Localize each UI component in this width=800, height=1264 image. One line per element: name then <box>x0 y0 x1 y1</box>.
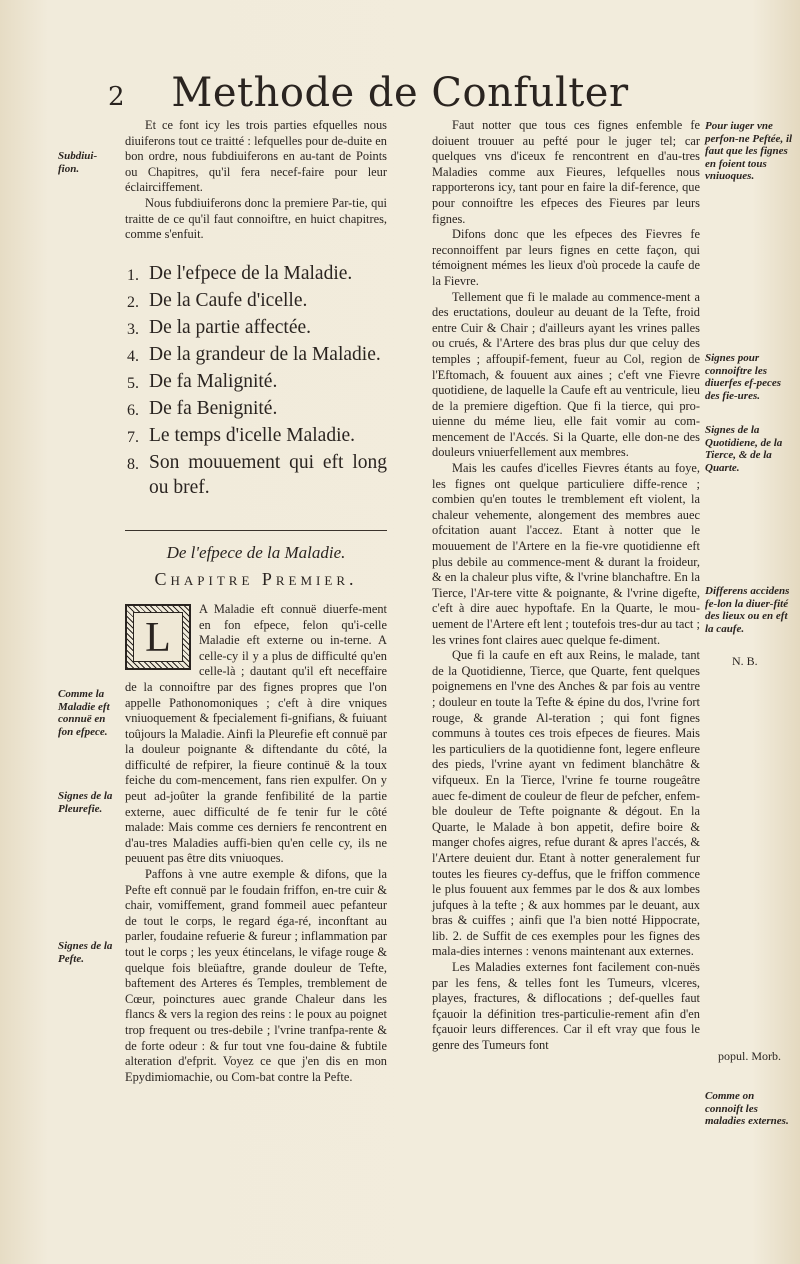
margin-note: Comme on connoift les maladies externes. <box>705 1090 789 1127</box>
body-paragraph: Tellement que fi le malade au commence-ment a des eructations, douleur au deuant de la Tefte, froid entre Cuir & Chair ; d'ailleurs ayant les vrines palles ou crués, & l'Artere des bras plus dur que celuy des temples ; affoupif-fement, fueur au Col, region de l'Eftomach, & fouuent aux aines ; c'eft vne Fievre quotidiene, de laquelle la Caufe eft au ventricule, lieu de la premiere digeftion. Que fi la tierce, qui pro-uienne du méme lieu, elle fait vomir au com-mencement de l'Accés. Si la Quarte, elle don-ne des douleurs vniuerfellement aux membres. <box>432 289 700 460</box>
chapter-list-item: 5. De fa Malignité. <box>127 370 278 392</box>
intro-paragraph: Et ce font icy les trois parties efquelles nous diuiferons tout ce traitté : lefquelles pour de-duite en bon ordre, nous fubdiuiferons en au-tant de Points ou Chapitres, qu'il fera necef-faire pour leur éclairciffement. <box>125 118 387 195</box>
left-column <box>125 118 387 1085</box>
running-title: Methode de Confulter <box>171 70 629 116</box>
chapter-list-item: 4. De la grandeur de la Maladie. <box>127 343 381 365</box>
body-paragraph: Faut notter que tous ces fignes enfemble fe doiuent trouuer au pefté pour le juger tel; car quelques vns d'iceux fe rencontrent en d'au-tres Maladies comme aux Fieures, lefquelles nous rapporterons icy, tant pour en faire la dif-ference, que pour connoiftre les efpeces des Fieures par leurs fignes. <box>432 118 700 226</box>
chapter-list-item: 6. De fa Benignité. <box>127 397 278 419</box>
margin-note: Comme la Maladie eft connuë en fon efpece. <box>58 688 110 738</box>
margin-note: Pour iuger vne perfon-ne Peftée, il faut que les fignes en foient tous vniuoques. <box>705 120 793 182</box>
margin-note: Signes pour connoiftre les diuerfes ef-peces des fie-ures. <box>705 352 782 402</box>
body-paragraph: Paffons à vne autre exemple & difons, que la Pefte eft connuë par le foudain friffon, en-tre cuir & chair, vomiffement, grand fommeil auec pefanteur de tout le corps, le regard éga-ré, inconftant au parler, foudaine refuerie & fureur ; inflammation par tout le corps ; les yeux étincelans, le vifage rouge & quelque fois bleüaftre, grande douleur de Tefte, baftement des Arteres és Temples, tremblement de Cœur, poinctures auec grande Chaleur dans les flancs & vers la region des reins : le poux au poignet trop frequent ou tres-debile ; l'vrine tranfpa-rente & de forte odeur : & fur tout vne fou-daine & fubtile alteration d'efprit. Voyez ce que j'en dis en mon Epydimiomachie, ou Com-bat contre la Pefte. <box>125 867 387 1084</box>
chapter-list-item: 1. De l'efpece de la Maladie. <box>127 262 353 284</box>
body-paragraph: Mais les caufes d'icelles Fievres étants au foye, les fignes ont quelque particuliere diffe-rence ; combien qu'en toutes le tremblement eft violent, la chaleur vehemente, alongement des membres auec ofcitation auant l'accez. Etant à notter que le mouuement de l'Artere en la fie-vre quotidienne eft plus debile au commence-ment & durant la froideur, & en la chaleur plus vifte, & l'vrine blanchaftre. En la Tierce, l'Ar-tere vitte & poignante, & l'vrine digefte, c'eft à dire auec hypoftafe. En la Quarte, le mou-uement de l'Artere eft lent ; toutefois tres-dur au tact ; les vrines font claires auec quelque fe-diment. <box>432 461 700 647</box>
body-paragraph: Les Maladies externes font facilement con-nuës par les fens, & telles font les Tumeurs, vlceres, playes, fractures, & diflocations ; def-quelles faut fçauoir la définition tres-particulie-rement afin d'en fçauoir leurs differences. Car il eft vray que fous le genre des Tumeurs font <box>432 960 700 1053</box>
chapter-list-item: 8. Son mouuement qui eft long ou bref. <box>127 451 387 498</box>
body-paragraph: Difons donc que les efpeces des Fievres fe reconnoiffent par leurs fignes en cette façon, qui témoignent mémes les lieux d'où procede la caufe de la Fievre. <box>432 227 700 288</box>
margin-note: Differens accidens fe-lon la diuer-fité des lieux ou en eft la caufe. <box>705 585 790 635</box>
margin-note: Signes de la Quotidiene, de la Tierce, & de la Quarte. <box>705 424 783 474</box>
body-paragraph: A Maladie eft connuë diuerfe-ment en fon efpece, felon qu'i-celle Maladie eft externe ou in-terne. A celle-cy il y a plus de difficulté qu'en celle-là ; dautant qu'il eft neceffaire de la connoiftre par des fignes propres que l'on appelle Pathonomoniques ; c'eft à dire vniques vniuoquement & fpecialement fi-gnifians, & fuiuant toûjours la Maladie. Ainfi la Pleurefie eft connuë par la douleur poignante & diftendante du côté, la difficulté de refpirer, la fieure continuë & la toux feiche du com-mencement, fans rien expulfer. On y peut ad-joûter la grande fenfibilité de la partie externe, auec difficulté de fe tenir fur le côté malade: Mais comme ces derniers fe rencontrent en d'au-tres Maladies auffi-bien qu'en celle cy, ils ne peuuent pas être dits vniuoques. <box>125 601 387 866</box>
margin-note: Subdiui-fion. <box>58 150 98 175</box>
chapter-list-item: 3. De la partie affectée. <box>127 316 312 338</box>
page-header <box>0 70 800 120</box>
chapter-list-item: 7. Le temps d'icelle Maladie. <box>127 424 356 446</box>
margin-note: N. B. <box>732 654 758 668</box>
section-title: De l'efpece de la Maladie. <box>166 542 346 562</box>
body-paragraph: Que fi la caufe en eft aux Reins, le malade, tant de la Quotidienne, Tierce, que Quarte, fent quelques poignemens en l'vne des Anches & par fois au ventre ; douleur en toute la Tefte & épine du dos, l'vrine fort rouge, & grande Al-teration ; qui font fignes communs à toutes ces trois efpeces de fieures. Mais les particuliers de la quotidienne font, legere enfleure des pieds, l'vrine ayant vn fediment blanchâtre & vifqueux. En la Tierce, l'vrine fe tourne rougeâtre auec fe-diment de couleur de fleur de pefcher, enfem-ble douleur de Tefte poignante & dégout. En la Quarte, le Malade à bon appetit, defire boire & manger chofes aigres, refue durant & apres l'accés, & l'Artere deuient dur. Etant à notter generalement fur toutes les fieures cy-deffus, que le friffon commence le plus fouuent aux femmes par le dos & aux lombes jufques à la tefte ; & aux hommes par le deuant, aux bras & cuiffes ; ainfi que l'a bien notté Hippocrate, lib. 2. de Suffit de ces exemples pour les fignes des mala-dies internes : venons maintenant aux externes. <box>432 648 700 959</box>
section-divider <box>125 530 387 531</box>
decorated-initial: L <box>125 604 191 670</box>
margin-note: Signes de la Pleurefie. <box>58 790 113 815</box>
margin-note: popul. Morb. <box>718 1049 781 1063</box>
chapter-list <box>127 261 387 500</box>
right-column <box>432 118 700 1054</box>
margin-note: Signes de la Pefte. <box>58 940 113 965</box>
page-number: 2 <box>108 82 125 112</box>
chapter-title: Chapitre Premier. <box>154 569 358 590</box>
chapter-list-item: 2. De la Caufe d'icelle. <box>127 289 308 311</box>
intro-paragraph: Nous fubdiuiferons donc la premiere Par-tie, qui traitte de ce qu'il faut connoiftre, en huict chapitres, comme s'enfuit. <box>125 195 387 242</box>
